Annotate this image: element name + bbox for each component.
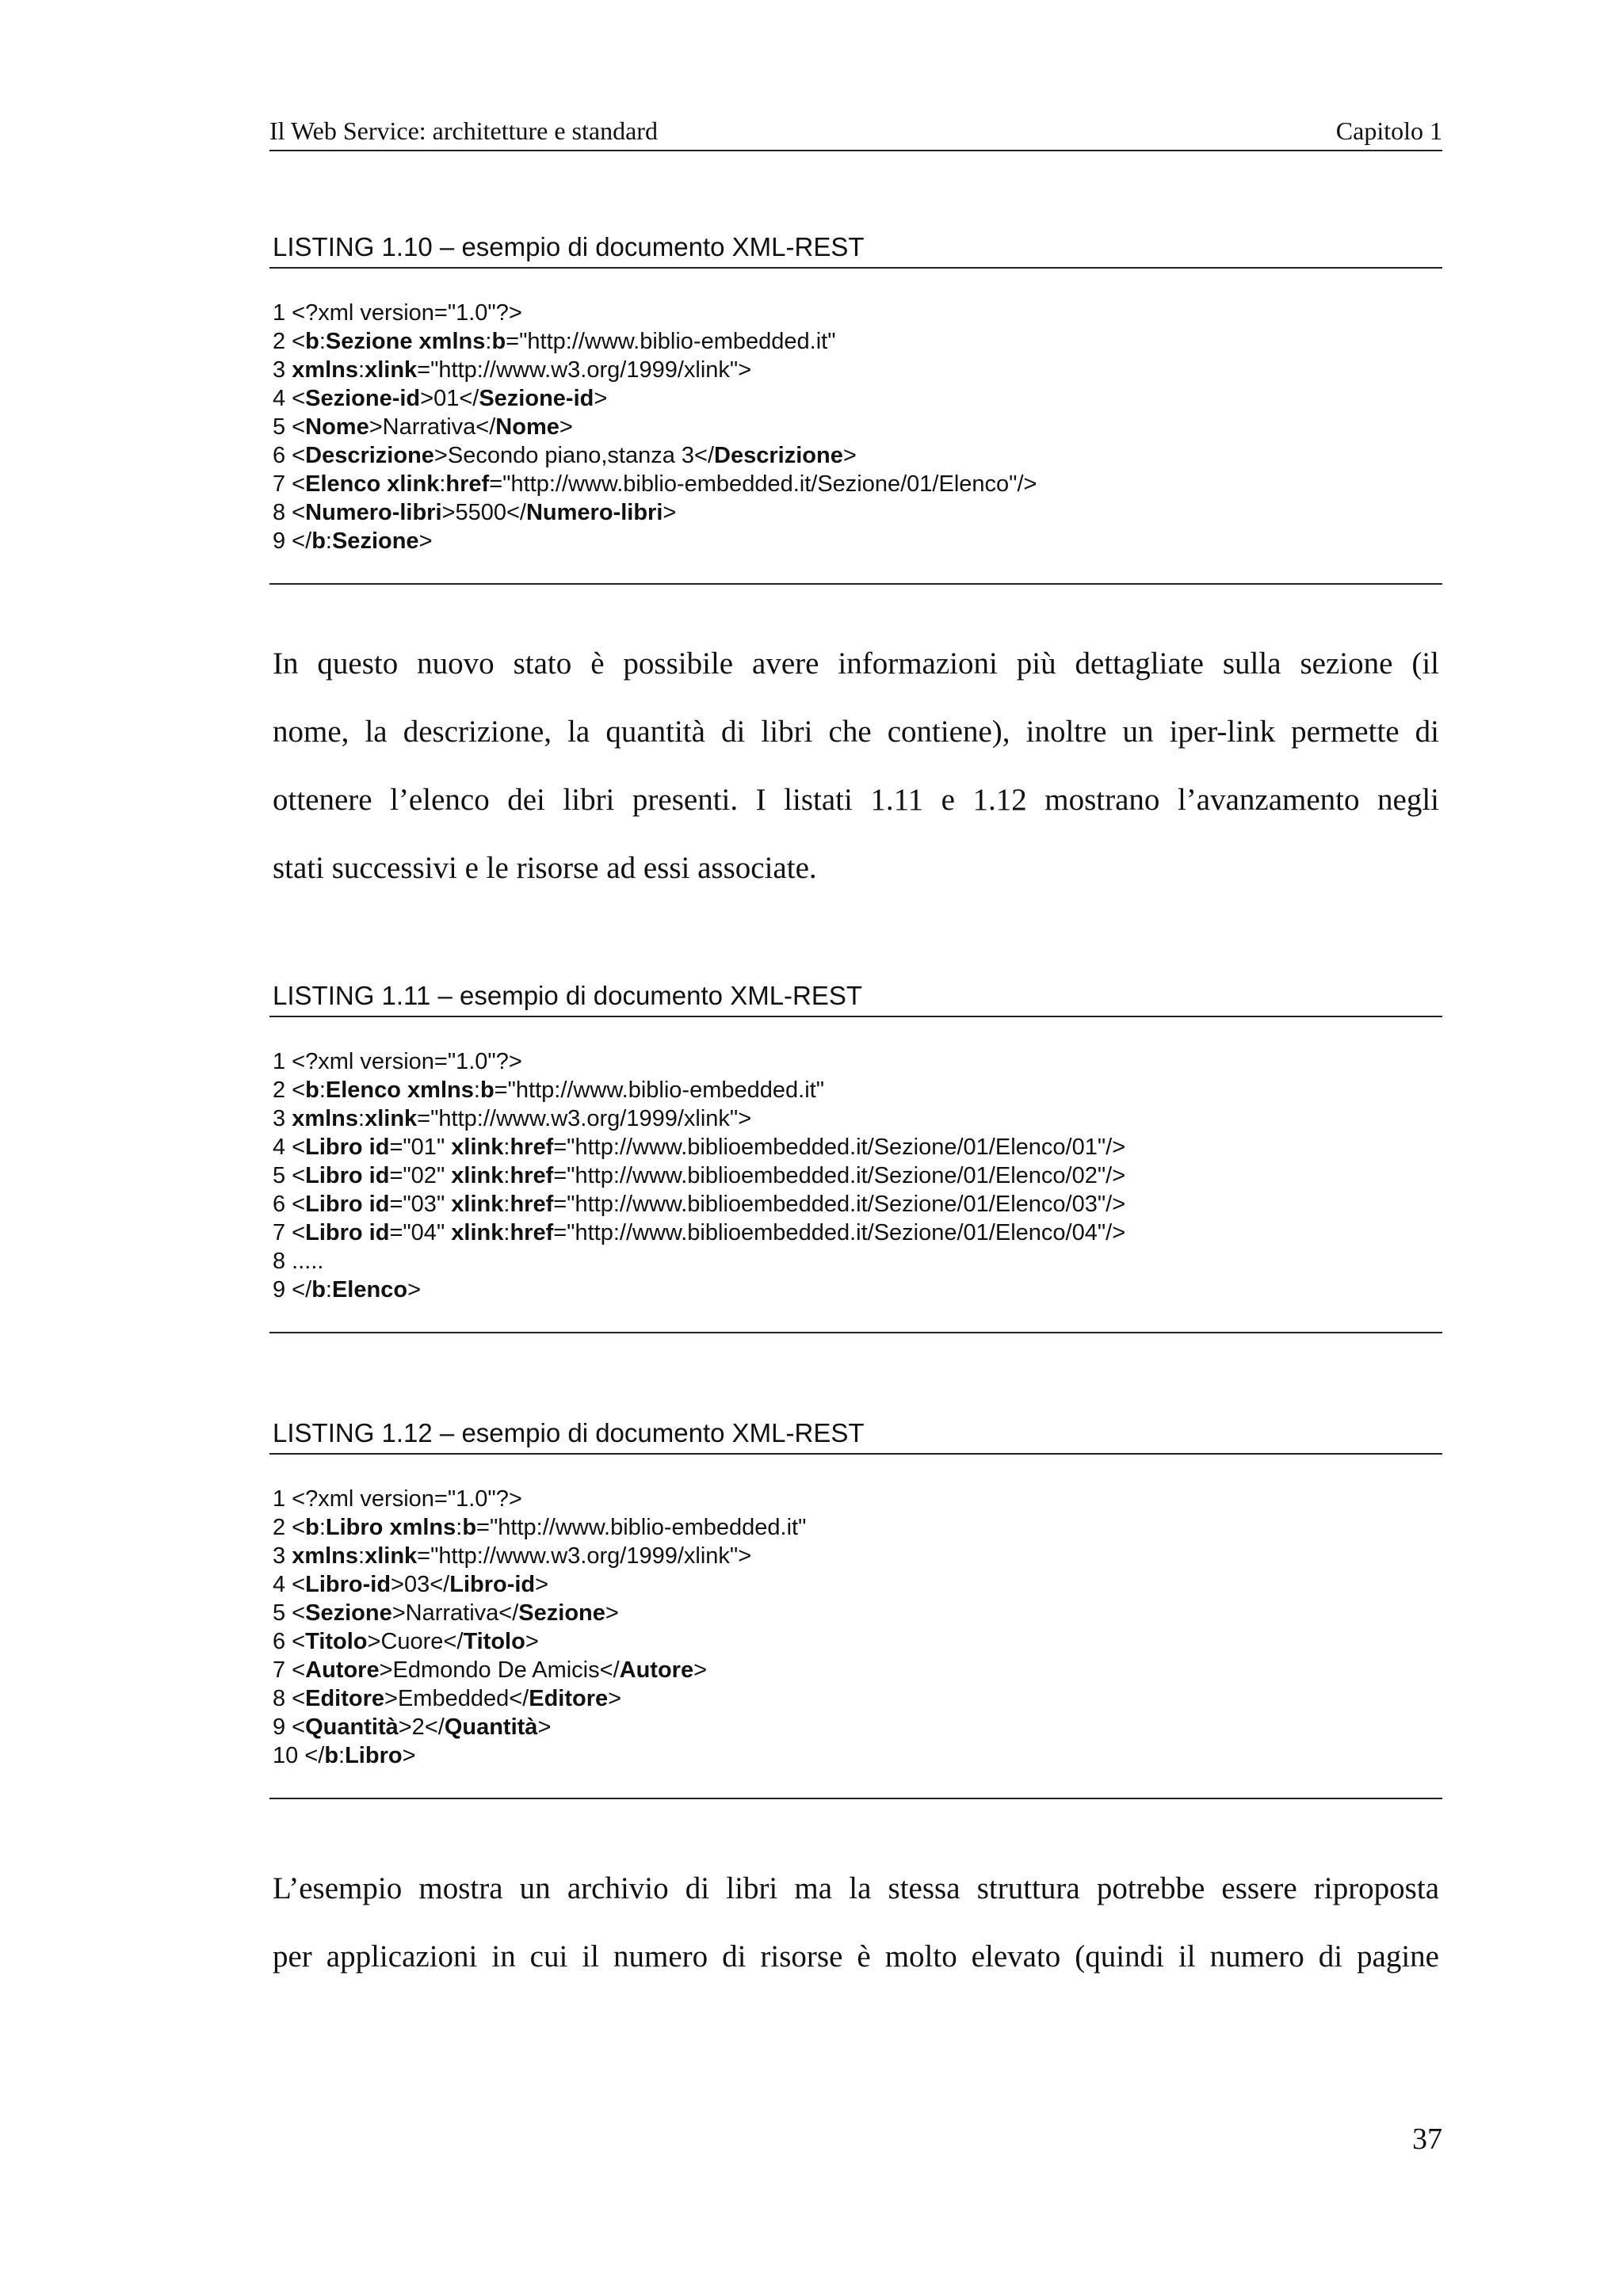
code-keyword: href	[510, 1135, 554, 1160]
code-keyword: b	[311, 1277, 326, 1302]
code-keyword: Libro	[345, 1743, 403, 1768]
code-text: ="02"	[389, 1163, 452, 1188]
listing-title: LISTING 1.11 – esempio di documento XML-REST	[269, 976, 1442, 1017]
code-keyword: xmlns	[292, 1543, 359, 1569]
code-keyword: Autore	[619, 1657, 694, 1683]
code-keyword: href	[445, 471, 490, 497]
code-text: 5 <	[273, 1600, 306, 1626]
code-keyword: Libro id	[305, 1135, 390, 1160]
code-text: 5 <	[273, 1163, 306, 1188]
code-line	[273, 1104, 1442, 1133]
code-text: >	[842, 443, 857, 468]
listing-bottom-rule	[269, 1798, 1442, 1799]
code-line	[273, 1627, 1442, 1656]
code-line	[273, 1047, 1442, 1076]
code-text: :	[503, 1135, 510, 1160]
page-number: 37	[1412, 2122, 1442, 2156]
code-keyword: Titolo	[463, 1629, 525, 1654]
code-text: :	[439, 471, 446, 497]
code-line	[273, 327, 1442, 356]
code-line	[273, 1276, 1442, 1304]
listing-1-12	[269, 1413, 1442, 1770]
code-keyword: xlink	[451, 1163, 504, 1188]
code-line	[273, 1219, 1442, 1247]
code-text: >5500</	[441, 500, 526, 525]
code-text: 8 <	[273, 1686, 306, 1711]
code-text: >01</	[420, 386, 479, 411]
code-keyword: b	[305, 1077, 319, 1103]
code-text: :	[503, 1220, 510, 1245]
code-text: >	[402, 1743, 416, 1768]
code-text: ="http://www.biblio-embedded.it/Sezione/01/Elenco"/>	[489, 471, 1037, 497]
paragraph-line: per applicazioni in cui il numero di risorse è molto elevato (quindi il numero di pagine	[273, 1939, 1439, 1974]
code-text: 3	[273, 357, 292, 383]
code-text: :	[358, 357, 365, 383]
code-keyword: b	[324, 1743, 339, 1768]
code-text: 1 <?xml version="1.0"?>	[273, 300, 522, 326]
code-text: 7 <	[273, 471, 306, 497]
code-line	[273, 1133, 1442, 1161]
code-text: :	[325, 528, 332, 554]
code-keyword: Libro-id	[305, 1572, 391, 1597]
code-text: ="http://www.biblio-embedded.it"	[476, 1515, 807, 1540]
code-text: ="http://www.biblioembedded.it/Sezione/01/Elenco/03"/>	[553, 1192, 1126, 1217]
code-line	[273, 1485, 1442, 1513]
code-text: 9 </	[273, 528, 312, 554]
code-line	[273, 1599, 1442, 1627]
code-keyword: Libro id	[305, 1220, 390, 1245]
code-text: :	[319, 1077, 326, 1103]
code-text: >	[605, 1600, 619, 1626]
code-line	[273, 1513, 1442, 1542]
code-text: 2 <	[273, 1077, 306, 1103]
code-line	[273, 470, 1442, 498]
code-line	[273, 413, 1442, 441]
code-text: >03</	[391, 1572, 450, 1597]
code-keyword: Editore	[305, 1686, 385, 1711]
code-text: >	[608, 1686, 622, 1711]
code-keyword: Titolo	[305, 1629, 368, 1654]
code-text: 10 </	[273, 1743, 325, 1768]
code-text: 9 <	[273, 1714, 306, 1740]
code-keyword: Nome	[495, 414, 559, 440]
code-text: 1 <?xml version="1.0"?>	[273, 1486, 522, 1512]
code-block	[269, 1485, 1442, 1770]
code-line	[273, 384, 1442, 413]
code-text: ="01"	[389, 1135, 452, 1160]
code-keyword: b	[311, 528, 326, 554]
paragraph-line: nome, la descrizione, la quantità di libri che contiene), inoltre un iper-link permette di	[273, 715, 1439, 749]
listing-1-10	[269, 227, 1442, 555]
body-paragraph-2	[273, 1855, 1439, 1991]
code-text: 7 <	[273, 1657, 306, 1683]
code-keyword: href	[510, 1192, 554, 1217]
code-text: :	[358, 1543, 365, 1569]
code-text: >	[537, 1714, 552, 1740]
code-line	[273, 1713, 1442, 1741]
code-keyword: b	[479, 1077, 495, 1103]
code-text: >Narrativa</	[369, 414, 496, 440]
code-keyword: Elenco xlink	[305, 471, 440, 497]
code-text: ="http://www.biblio-embedded.it"	[506, 329, 836, 354]
code-text: >	[663, 500, 677, 525]
code-text: :	[456, 1515, 463, 1540]
code-text: ="http://www.w3.org/1999/xlink">	[417, 1106, 752, 1131]
code-keyword: xlink	[365, 357, 418, 383]
code-line	[273, 356, 1442, 384]
code-block	[269, 1047, 1442, 1304]
code-text: >	[594, 386, 608, 411]
code-text: >Secondo piano,stanza 3</	[433, 443, 715, 468]
code-keyword: xlink	[365, 1543, 418, 1569]
listing-bottom-rule	[269, 1332, 1442, 1333]
code-keyword: Elenco xmlns	[325, 1077, 474, 1103]
listing-title: LISTING 1.12 – esempio di documento XML-REST	[269, 1413, 1442, 1455]
paragraph-line: stati successivi e le risorse ad essi associate.	[273, 851, 817, 885]
code-keyword: xlink	[451, 1135, 504, 1160]
code-keyword: b	[491, 329, 506, 354]
code-keyword: Libro-id	[449, 1572, 536, 1597]
code-keyword: Quantità	[305, 1714, 399, 1740]
code-keyword: Descrizione	[305, 443, 434, 468]
code-line	[273, 498, 1442, 527]
code-keyword: Elenco	[331, 1277, 408, 1302]
code-keyword: Sezione xmlns	[325, 329, 486, 354]
code-text: 6 <	[273, 1192, 306, 1217]
code-block	[269, 299, 1442, 555]
code-text: :	[319, 329, 326, 354]
code-text: :	[503, 1192, 510, 1217]
code-text: :	[338, 1743, 346, 1768]
code-keyword: Sezione-id	[479, 386, 594, 411]
code-text: >Edmondo De Amicis</	[379, 1657, 620, 1683]
code-keyword: Autore	[305, 1657, 380, 1683]
code-keyword: xmlns	[292, 1106, 359, 1131]
code-text: 7 <	[273, 1220, 306, 1245]
code-text: >Narrativa</	[391, 1600, 519, 1626]
code-keyword: Numero-libri	[525, 500, 663, 525]
code-text: 5 <	[273, 414, 306, 440]
code-text: >	[559, 414, 573, 440]
header-chapter: Capitolo 1	[1335, 116, 1442, 145]
code-text: ="http://www.biblioembedded.it/Sezione/01/Elenco/01"/>	[553, 1135, 1126, 1160]
code-keyword: Editore	[529, 1686, 609, 1711]
code-text: 2 <	[273, 329, 306, 354]
code-keyword: b	[305, 329, 319, 354]
code-keyword: Descrizione	[714, 443, 843, 468]
code-text: >	[693, 1657, 708, 1683]
listing-1-11	[269, 976, 1442, 1304]
paragraph-line: L’esempio mostra un archivio di libri ma la stessa struttura potrebbe essere riproposta	[273, 1871, 1439, 1905]
code-text: 2 <	[273, 1515, 306, 1540]
code-text: 3	[273, 1106, 292, 1131]
code-text: :	[473, 1077, 480, 1103]
code-text: 8 <	[273, 500, 306, 525]
code-line	[273, 1190, 1442, 1219]
code-text: >	[407, 1277, 421, 1302]
code-keyword: xmlns	[292, 357, 359, 383]
code-line	[273, 299, 1442, 327]
code-keyword: Libro xmlns	[325, 1515, 456, 1540]
code-line	[273, 1656, 1442, 1684]
code-text: :	[358, 1106, 365, 1131]
paragraph-line: In questo nuovo stato è possibile avere informazioni più dettagliate sulla sezione (il	[273, 646, 1439, 681]
code-keyword: Sezione	[331, 528, 419, 554]
code-text: :	[503, 1163, 510, 1188]
code-text: :	[485, 329, 492, 354]
code-text: :	[319, 1515, 326, 1540]
code-keyword: xlink	[451, 1192, 504, 1217]
code-line	[273, 527, 1442, 555]
code-keyword: href	[510, 1163, 554, 1188]
code-text: 8 .....	[273, 1249, 324, 1274]
code-line	[273, 1570, 1442, 1599]
header-title: Il Web Service: architetture e standard	[269, 116, 658, 145]
code-keyword: Quantità	[444, 1714, 538, 1740]
listing-title: LISTING 1.10 – esempio di documento XML-REST	[269, 227, 1442, 269]
code-text: >Embedded</	[384, 1686, 529, 1711]
code-keyword: xlink	[451, 1220, 504, 1245]
code-keyword: Libro id	[305, 1163, 390, 1188]
code-text: ="http://www.w3.org/1999/xlink">	[417, 1543, 752, 1569]
code-keyword: b	[305, 1515, 319, 1540]
code-text: ="http://www.biblioembedded.it/Sezione/01/Elenco/04"/>	[553, 1220, 1126, 1245]
code-line	[273, 1247, 1442, 1276]
code-text: ="http://www.biblio-embedded.it"	[494, 1077, 824, 1103]
code-line	[273, 1542, 1442, 1570]
code-text: 4 <	[273, 1572, 306, 1597]
code-text: 3	[273, 1543, 292, 1569]
code-text: 4 <	[273, 1135, 306, 1160]
code-text: 6 <	[273, 1629, 306, 1654]
code-line	[273, 441, 1442, 470]
code-text: ="04"	[389, 1220, 452, 1245]
paragraph-line: ottenere l’elenco dei libri presenti. I listati 1.11 e 1.12 mostrano l’avanzamento negli	[273, 783, 1439, 817]
running-header	[269, 113, 1442, 151]
code-text: ="http://www.biblioembedded.it/Sezione/01/Elenco/02"/>	[553, 1163, 1126, 1188]
code-text: >	[525, 1629, 539, 1654]
code-keyword: Numero-libri	[305, 500, 442, 525]
code-text: ="http://www.w3.org/1999/xlink">	[417, 357, 752, 383]
code-text: >2</	[398, 1714, 445, 1740]
code-line	[273, 1741, 1442, 1770]
code-text: ="03"	[389, 1192, 452, 1217]
code-keyword: xlink	[365, 1106, 418, 1131]
code-text: 1 <?xml version="1.0"?>	[273, 1049, 522, 1074]
code-text: 4 <	[273, 386, 306, 411]
code-keyword: Sezione	[305, 1600, 392, 1626]
code-text: >	[418, 528, 433, 554]
code-text: 6 <	[273, 443, 306, 468]
code-keyword: href	[510, 1220, 554, 1245]
code-keyword: Sezione-id	[305, 386, 421, 411]
code-keyword: Sezione	[518, 1600, 605, 1626]
code-keyword: Nome	[305, 414, 369, 440]
code-keyword: Libro id	[305, 1192, 390, 1217]
listing-bottom-rule	[269, 583, 1442, 585]
code-text: :	[325, 1277, 332, 1302]
body-paragraph-1	[273, 630, 1439, 902]
code-text: 9 </	[273, 1277, 312, 1302]
code-line	[273, 1161, 1442, 1190]
code-text: >Cuore</	[367, 1629, 464, 1654]
code-line	[273, 1684, 1442, 1713]
code-text: >	[535, 1572, 549, 1597]
code-keyword: b	[462, 1515, 477, 1540]
code-line	[273, 1076, 1442, 1104]
